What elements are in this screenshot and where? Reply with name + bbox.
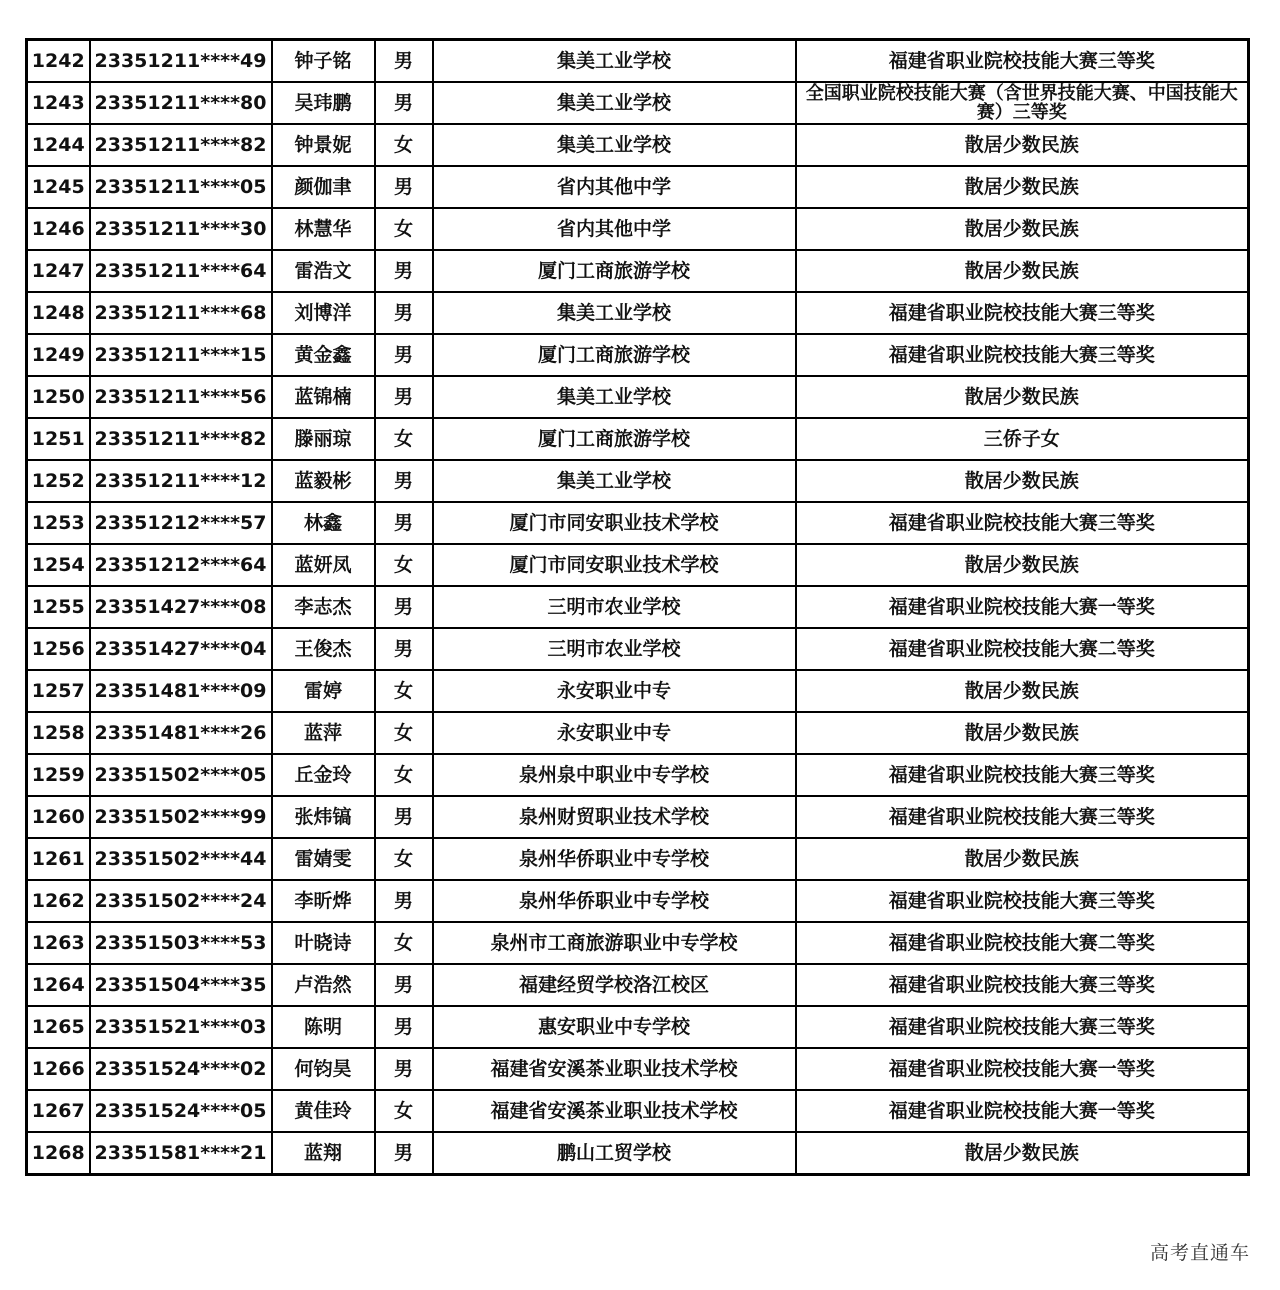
candidate-id-cell: 23351481****26 (90, 712, 272, 754)
award-category-cell: 福建省职业院校技能大赛三等奖 (796, 334, 1249, 376)
roster-sheet (25, 38, 1247, 1176)
gender-cell: 男 (375, 82, 433, 124)
student-name-cell: 钟景妮 (272, 124, 375, 166)
table-row (27, 1048, 1249, 1090)
table-row (27, 880, 1249, 922)
roster-body (27, 40, 1249, 1175)
school-cell: 福建省安溪茶业职业技术学校 (433, 1090, 796, 1132)
candidate-id-cell: 23351211****82 (90, 124, 272, 166)
gender-cell: 男 (375, 1048, 433, 1090)
student-name-cell: 刘博洋 (272, 292, 375, 334)
sequence-number-cell: 1260 (27, 796, 90, 838)
school-cell: 省内其他中学 (433, 166, 796, 208)
student-name-cell: 颜伽聿 (272, 166, 375, 208)
school-cell: 永安职业中专 (433, 712, 796, 754)
table-row (27, 544, 1249, 586)
sequence-number-cell: 1248 (27, 292, 90, 334)
school-cell: 鹏山工贸学校 (433, 1132, 796, 1175)
candidate-id-cell: 23351211****12 (90, 460, 272, 502)
gender-cell: 男 (375, 40, 433, 83)
gender-cell: 男 (375, 334, 433, 376)
award-category-cell: 福建省职业院校技能大赛三等奖 (796, 502, 1249, 544)
school-cell: 厦门市同安职业技术学校 (433, 544, 796, 586)
award-category-cell: 散居少数民族 (796, 544, 1249, 586)
gender-cell: 女 (375, 1090, 433, 1132)
gender-cell: 男 (375, 166, 433, 208)
sequence-number-cell: 1253 (27, 502, 90, 544)
sequence-number-cell: 1261 (27, 838, 90, 880)
school-cell: 集美工业学校 (433, 460, 796, 502)
candidate-id-cell: 23351211****30 (90, 208, 272, 250)
school-cell: 三明市农业学校 (433, 586, 796, 628)
table-row (27, 40, 1249, 83)
admission-roster-table (25, 38, 1250, 1176)
award-category-cell: 散居少数民族 (796, 670, 1249, 712)
award-category-cell: 福建省职业院校技能大赛三等奖 (796, 796, 1249, 838)
table-row (27, 628, 1249, 670)
sequence-number-cell: 1267 (27, 1090, 90, 1132)
sequence-number-cell: 1256 (27, 628, 90, 670)
award-category-cell: 福建省职业院校技能大赛一等奖 (796, 1090, 1249, 1132)
gender-cell: 女 (375, 670, 433, 712)
student-name-cell: 蓝毅彬 (272, 460, 375, 502)
award-category-cell: 三侨子女 (796, 418, 1249, 460)
school-cell: 厦门工商旅游学校 (433, 250, 796, 292)
sequence-number-cell: 1243 (27, 82, 90, 124)
sequence-number-cell: 1254 (27, 544, 90, 586)
student-name-cell: 蓝翔 (272, 1132, 375, 1175)
sequence-number-cell: 1259 (27, 754, 90, 796)
student-name-cell: 钟子铭 (272, 40, 375, 83)
sequence-number-cell: 1262 (27, 880, 90, 922)
award-category-cell: 散居少数民族 (796, 460, 1249, 502)
candidate-id-cell: 23351524****05 (90, 1090, 272, 1132)
table-row (27, 1090, 1249, 1132)
candidate-id-cell: 23351502****99 (90, 796, 272, 838)
candidate-id-cell: 23351502****44 (90, 838, 272, 880)
award-category-cell: 散居少数民族 (796, 1132, 1249, 1175)
student-name-cell: 李昕烨 (272, 880, 375, 922)
sequence-number-cell: 1257 (27, 670, 90, 712)
student-name-cell: 黄佳玲 (272, 1090, 375, 1132)
candidate-id-cell: 23351211****49 (90, 40, 272, 83)
table-row (27, 166, 1249, 208)
table-row (27, 208, 1249, 250)
school-cell: 省内其他中学 (433, 208, 796, 250)
gender-cell: 男 (375, 628, 433, 670)
candidate-id-cell: 23351211****05 (90, 166, 272, 208)
award-category-cell: 散居少数民族 (796, 250, 1249, 292)
award-category-cell: 福建省职业院校技能大赛三等奖 (796, 754, 1249, 796)
school-cell: 福建省安溪茶业职业技术学校 (433, 1048, 796, 1090)
candidate-id-cell: 23351521****03 (90, 1006, 272, 1048)
school-cell: 永安职业中专 (433, 670, 796, 712)
table-row (27, 124, 1249, 166)
gender-cell: 女 (375, 418, 433, 460)
school-cell: 厦门市同安职业技术学校 (433, 502, 796, 544)
table-row (27, 964, 1249, 1006)
candidate-id-cell: 23351211****68 (90, 292, 272, 334)
award-category-cell: 散居少数民族 (796, 166, 1249, 208)
gender-cell: 男 (375, 586, 433, 628)
candidate-id-cell: 23351481****09 (90, 670, 272, 712)
student-name-cell: 蓝萍 (272, 712, 375, 754)
candidate-id-cell: 23351524****02 (90, 1048, 272, 1090)
award-category-cell: 散居少数民族 (796, 208, 1249, 250)
school-cell: 三明市农业学校 (433, 628, 796, 670)
gender-cell: 男 (375, 964, 433, 1006)
table-row (27, 838, 1249, 880)
table-row (27, 334, 1249, 376)
school-cell: 惠安职业中专学校 (433, 1006, 796, 1048)
gender-cell: 男 (375, 1006, 433, 1048)
school-cell: 集美工业学校 (433, 292, 796, 334)
student-name-cell: 蓝妍凤 (272, 544, 375, 586)
award-category-cell: 福建省职业院校技能大赛一等奖 (796, 1048, 1249, 1090)
award-category-cell: 福建省职业院校技能大赛三等奖 (796, 1006, 1249, 1048)
sequence-number-cell: 1263 (27, 922, 90, 964)
student-name-cell: 蓝锦楠 (272, 376, 375, 418)
gender-cell: 男 (375, 250, 433, 292)
sequence-number-cell: 1265 (27, 1006, 90, 1048)
table-row (27, 712, 1249, 754)
school-cell: 集美工业学校 (433, 82, 796, 124)
table-row (27, 586, 1249, 628)
table-row (27, 502, 1249, 544)
sequence-number-cell: 1251 (27, 418, 90, 460)
table-row (27, 1006, 1249, 1048)
candidate-id-cell: 23351212****64 (90, 544, 272, 586)
gender-cell: 男 (375, 376, 433, 418)
gender-cell: 男 (375, 502, 433, 544)
student-name-cell: 雷浩文 (272, 250, 375, 292)
award-category-cell: 福建省职业院校技能大赛三等奖 (796, 40, 1249, 83)
award-category-cell: 福建省职业院校技能大赛三等奖 (796, 964, 1249, 1006)
student-name-cell: 黄金鑫 (272, 334, 375, 376)
award-category-cell: 全国职业院校技能大赛（含世界技能大赛、中国技能大赛）三等奖 (796, 82, 1249, 124)
school-cell: 集美工业学校 (433, 40, 796, 83)
award-category-cell: 散居少数民族 (796, 712, 1249, 754)
candidate-id-cell: 23351211****80 (90, 82, 272, 124)
student-name-cell: 雷婷 (272, 670, 375, 712)
gender-cell: 女 (375, 544, 433, 586)
candidate-id-cell: 23351503****53 (90, 922, 272, 964)
gender-cell: 男 (375, 1132, 433, 1175)
award-category-cell: 散居少数民族 (796, 838, 1249, 880)
table-row (27, 376, 1249, 418)
candidate-id-cell: 23351211****56 (90, 376, 272, 418)
school-cell: 厦门工商旅游学校 (433, 418, 796, 460)
table-row (27, 670, 1249, 712)
student-name-cell: 林慧华 (272, 208, 375, 250)
candidate-id-cell: 23351211****64 (90, 250, 272, 292)
sequence-number-cell: 1249 (27, 334, 90, 376)
award-category-cell: 福建省职业院校技能大赛二等奖 (796, 628, 1249, 670)
school-cell: 厦门工商旅游学校 (433, 334, 796, 376)
sequence-number-cell: 1268 (27, 1132, 90, 1175)
award-category-cell: 散居少数民族 (796, 376, 1249, 418)
sequence-number-cell: 1255 (27, 586, 90, 628)
award-category-cell: 福建省职业院校技能大赛一等奖 (796, 586, 1249, 628)
student-name-cell: 张炜镐 (272, 796, 375, 838)
candidate-id-cell: 23351211****15 (90, 334, 272, 376)
gender-cell: 女 (375, 754, 433, 796)
student-name-cell: 卢浩然 (272, 964, 375, 1006)
student-name-cell: 李志杰 (272, 586, 375, 628)
school-cell: 泉州华侨职业中专学校 (433, 880, 796, 922)
sequence-number-cell: 1266 (27, 1048, 90, 1090)
table-row (27, 250, 1249, 292)
gender-cell: 男 (375, 292, 433, 334)
candidate-id-cell: 23351427****04 (90, 628, 272, 670)
school-cell: 泉州财贸职业技术学校 (433, 796, 796, 838)
sequence-number-cell: 1250 (27, 376, 90, 418)
student-name-cell: 叶晓诗 (272, 922, 375, 964)
school-cell: 泉州泉中职业中专学校 (433, 754, 796, 796)
gender-cell: 男 (375, 460, 433, 502)
school-cell: 福建经贸学校洛江校区 (433, 964, 796, 1006)
award-category-cell: 福建省职业院校技能大赛二等奖 (796, 922, 1249, 964)
candidate-id-cell: 23351211****82 (90, 418, 272, 460)
watermark-text: 高考直通车 (1149, 1242, 1250, 1264)
gender-cell: 男 (375, 880, 433, 922)
candidate-id-cell: 23351502****24 (90, 880, 272, 922)
table-row (27, 418, 1249, 460)
candidate-id-cell: 23351212****57 (90, 502, 272, 544)
gender-cell: 男 (375, 796, 433, 838)
candidate-id-cell: 23351427****08 (90, 586, 272, 628)
award-category-cell: 福建省职业院校技能大赛三等奖 (796, 292, 1249, 334)
student-name-cell: 王俊杰 (272, 628, 375, 670)
table-row (27, 292, 1249, 334)
award-category-cell: 散居少数民族 (796, 124, 1249, 166)
school-cell: 集美工业学校 (433, 124, 796, 166)
table-row (27, 1132, 1249, 1175)
gender-cell: 女 (375, 712, 433, 754)
school-cell: 集美工业学校 (433, 376, 796, 418)
candidate-id-cell: 23351581****21 (90, 1132, 272, 1175)
table-row (27, 460, 1249, 502)
table-row (27, 922, 1249, 964)
school-cell: 泉州华侨职业中专学校 (433, 838, 796, 880)
candidate-id-cell: 23351502****05 (90, 754, 272, 796)
sequence-number-cell: 1247 (27, 250, 90, 292)
award-category-cell: 福建省职业院校技能大赛三等奖 (796, 880, 1249, 922)
gender-cell: 女 (375, 922, 433, 964)
sequence-number-cell: 1264 (27, 964, 90, 1006)
gender-cell: 女 (375, 124, 433, 166)
gender-cell: 女 (375, 208, 433, 250)
student-name-cell: 何钧昊 (272, 1048, 375, 1090)
sequence-number-cell: 1252 (27, 460, 90, 502)
candidate-id-cell: 23351504****35 (90, 964, 272, 1006)
student-name-cell: 雷婧雯 (272, 838, 375, 880)
sequence-number-cell: 1258 (27, 712, 90, 754)
sequence-number-cell: 1244 (27, 124, 90, 166)
student-name-cell: 陈明 (272, 1006, 375, 1048)
student-name-cell: 滕丽琼 (272, 418, 375, 460)
sequence-number-cell: 1246 (27, 208, 90, 250)
table-row (27, 754, 1249, 796)
school-cell: 泉州市工商旅游职业中专学校 (433, 922, 796, 964)
table-row (27, 82, 1249, 124)
sequence-number-cell: 1242 (27, 40, 90, 83)
student-name-cell: 吴玮鹏 (272, 82, 375, 124)
gender-cell: 女 (375, 838, 433, 880)
sequence-number-cell: 1245 (27, 166, 90, 208)
student-name-cell: 林鑫 (272, 502, 375, 544)
student-name-cell: 丘金玲 (272, 754, 375, 796)
table-row (27, 796, 1249, 838)
